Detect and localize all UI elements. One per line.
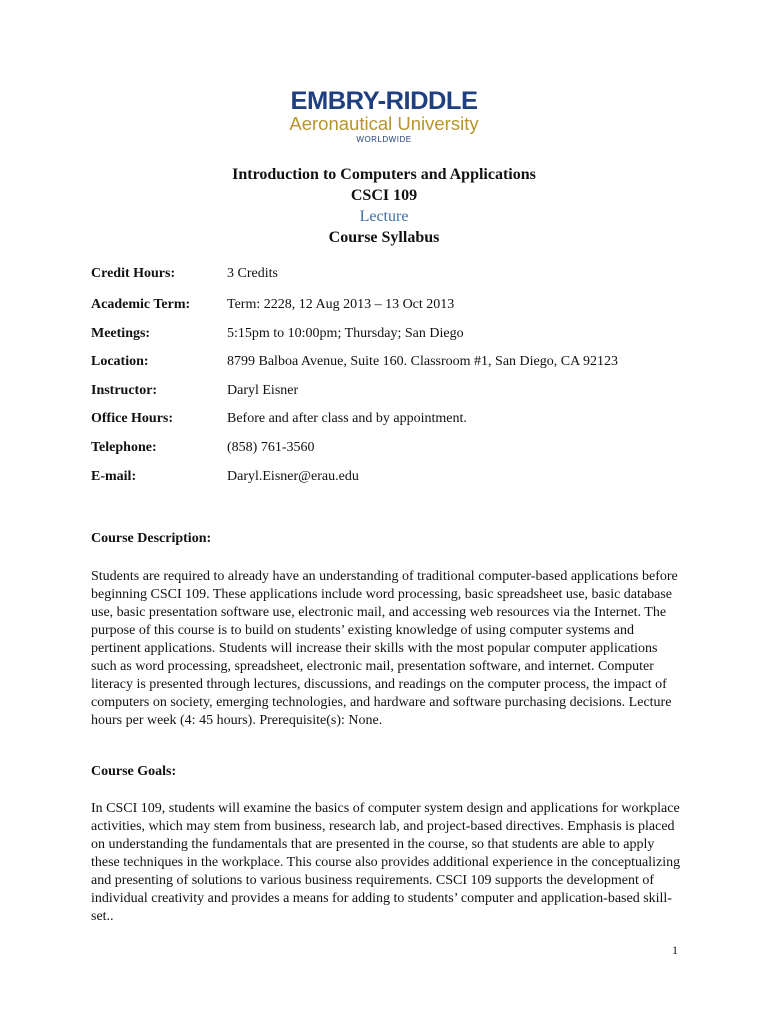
info-row-telephone: [91, 438, 711, 467]
info-label: Credit Hours:: [91, 266, 176, 281]
info-row-office-hours: [91, 409, 711, 438]
info-row-credit-hours: [91, 264, 711, 295]
university-logo: [0, 88, 768, 145]
info-label: E-mail:: [91, 468, 137, 484]
document-title: Course Syllabus: [328, 229, 440, 246]
info-label: Instructor:: [91, 382, 158, 398]
email-link[interactable]: Daryl.Eisner@erau.edu: [227, 468, 359, 484]
course-format: Lecture: [359, 208, 409, 225]
logo-subtitle: Aeronautical University: [289, 113, 479, 134]
info-value: (858) 761-3560: [227, 439, 315, 455]
course-goals-heading: Course Goals:: [91, 764, 177, 779]
course-title-block: [0, 164, 768, 248]
logo-tagline: WORLDWIDE: [356, 135, 412, 144]
course-description-body: Students are required to already have an understanding of traditional computer-based applications before beginning CSCI 109. These applications include word processing, basic spreadsheet use, basic database use, basic presentation software use, electronic mail, and accessing web resources via the Internet. The purpose of this course is to build on students’ existing knowledge of using computer systems and pertinent applications. Students will increase their skills with the most popular computer applications such as word processing, spreadsheet, electronic mail, presentation software, and internet. Computer literacy is presented through lectures, discussions, and readings on the computer process, the impact of computers on society, emerging technologies, and hardware and software purchasing decisions. Lecture hours per week (4: 45 hours). Prerequisite(s): None.: [91, 569, 678, 728]
info-row-meetings: [91, 324, 711, 353]
info-value: Daryl Eisner: [227, 382, 299, 398]
logo-wordmark: EMBRY-RIDDLE: [290, 87, 478, 115]
page-number: 1: [672, 943, 678, 957]
info-value: 3 Credits: [227, 266, 278, 281]
info-label: Telephone:: [91, 439, 157, 455]
info-value: 8799 Balboa Avenue, Suite 160. Classroom #1, San Diego, CA 92123: [227, 354, 618, 370]
info-value: Term: 2228, 12 Aug 2013 – 13 Oct 2013: [227, 297, 455, 312]
info-row-instructor: [91, 381, 711, 410]
course-code: CSCI 109: [350, 187, 418, 204]
info-row-academic-term: [91, 295, 711, 324]
course-title: Introduction to Computers and Applications: [232, 166, 536, 183]
info-label: Office Hours:: [91, 411, 174, 427]
course-info-table: [91, 264, 711, 495]
info-label: Meetings:: [91, 325, 151, 341]
info-value: 5:15pm to 10:00pm; Thursday; San Diego: [227, 325, 464, 341]
course-goals-body: In CSCI 109, students will examine the basics of computer system design and applications for workplace activities, which may stem from business, research lab, and project-based directives. Emphasis is placed on understanding the fundamentals that are presented in the course, so that students are able to apply these techniques in the workplace. This course also provides additional experience in the conceptualizing and presenting of solutions to various business requirements. CSCI 109 supports the development of individual creativity and provides a means for adding to students’ computer and application-based skill-set..: [91, 801, 681, 924]
info-row-email: [91, 467, 711, 496]
info-label: Location:: [91, 354, 149, 370]
course-description-heading: Course Description:: [91, 531, 212, 546]
info-row-location: [91, 352, 711, 381]
info-label: Academic Term:: [91, 297, 191, 312]
info-value: Before and after class and by appointment.: [227, 411, 467, 427]
